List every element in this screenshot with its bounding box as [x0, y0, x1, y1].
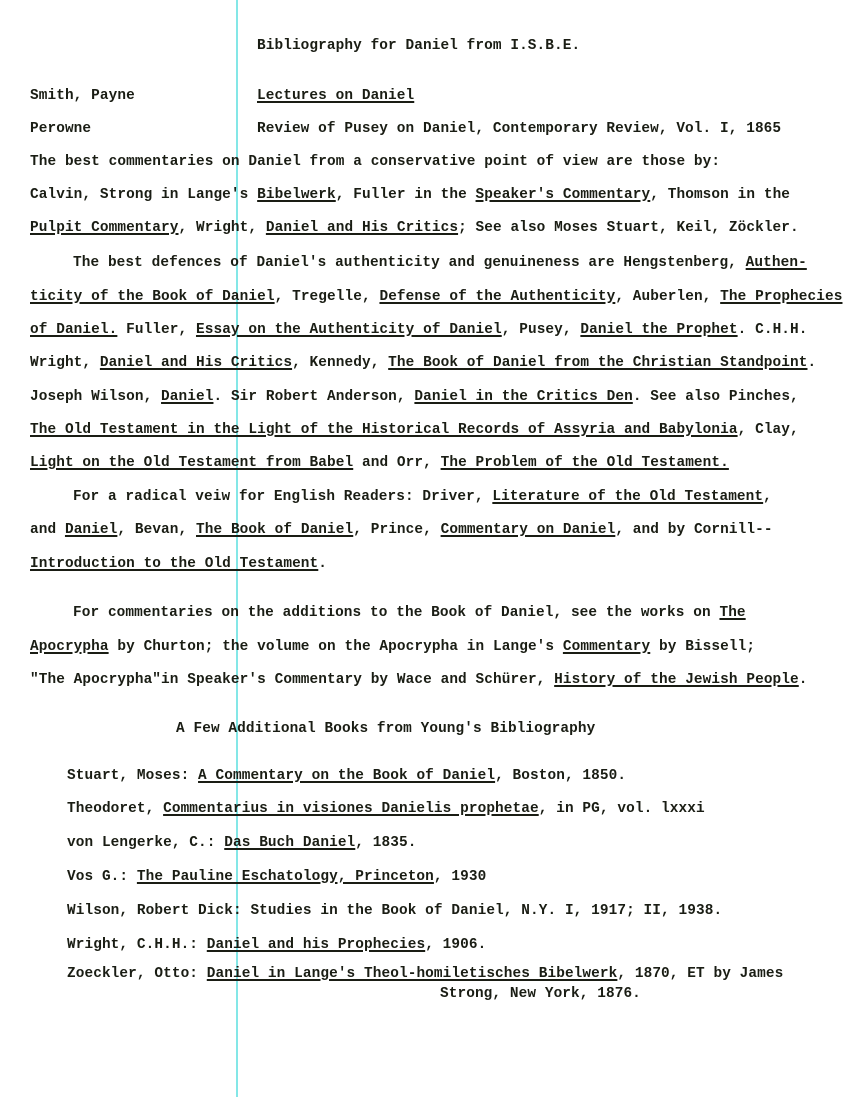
text-run: , Clay, [737, 422, 799, 438]
paragraph-line [30, 321, 808, 339]
book-title: Commentary on Daniel [440, 522, 616, 538]
text-run: and [30, 522, 65, 538]
book-title: Authen- [745, 255, 807, 271]
text-run: "The Apocrypha"in Speaker's Commentary by Wace and Schürer, [30, 672, 555, 688]
book-title: Bibelwerk [257, 187, 336, 203]
book-title: Daniel and His Critics [265, 220, 459, 236]
text-run: . [798, 672, 808, 688]
entry-author: Smith, Payne [30, 88, 135, 104]
paragraph-line [30, 186, 790, 204]
text-run: Wright, C.H.H.: [67, 937, 207, 953]
book-title: Defense of the Authenticity [379, 289, 616, 305]
text-run: , in PG, vol. lxxxi [538, 801, 705, 817]
text-run: Stuart, Moses: [67, 768, 199, 784]
book-title: The Pauline Eschatology, Princeton [136, 869, 434, 885]
book-title: History of the Jewish People [554, 672, 799, 688]
paragraph-line [73, 254, 807, 272]
text-run: For a radical veiw for English Readers: Driver, [73, 489, 493, 505]
text-run: , 1930 [433, 869, 487, 885]
paragraph-line [30, 219, 799, 237]
book-title: The Old Testament in the Light of the Historical Records of Assyria and Babylonia [30, 422, 738, 438]
book-title: ticity of the Book of Daniel [30, 289, 275, 305]
text-run: Fuller, [117, 322, 196, 338]
text-run: , Boston, 1850. [495, 768, 627, 784]
text-run: , 1835. [355, 835, 417, 851]
text-run: Theodoret, [67, 801, 164, 817]
book-title: The Prophecies [720, 289, 843, 305]
bibliography-entry: Wilson, Robert Dick: Studies in the Book of Daniel, N.Y. I, 1917; II, 1938. [67, 903, 723, 919]
text-run: . Sir Robert Anderson, [213, 389, 415, 405]
bibliography-entry [67, 936, 486, 954]
text-run: Wright, [30, 355, 100, 371]
text-run: . C.H.H. [737, 322, 808, 338]
book-title: Daniel the Prophet [580, 322, 738, 338]
text-run: , Kennedy, [292, 355, 389, 371]
paragraph-line [30, 521, 773, 539]
paragraph-line [30, 354, 816, 372]
text-run: , Wright, [178, 220, 266, 236]
book-title: Commentarius in visiones Danielis prophetae [163, 801, 539, 817]
paragraph-line [30, 388, 799, 406]
paragraph-line [73, 604, 746, 622]
text-run: , Tregelle, [274, 289, 380, 305]
text-run: The best defences of Daniel's authenticity and genuineness are Hengstenberg, [73, 255, 746, 271]
bibliography-entry-continuation: Strong, New York, 1876. [440, 986, 641, 1002]
text-run: , Fuller in the [335, 187, 476, 203]
book-title: Daniel in Lange's Theol-homiletisches Bibelwerk [206, 966, 618, 982]
paragraph-line [30, 421, 799, 439]
book-title: Essay on the Authenticity of Daniel [195, 322, 502, 338]
text-run: von Lengerke, C.: [67, 835, 225, 851]
book-title: Daniel in the Critics Den [414, 389, 633, 405]
text-run: Calvin, Strong in Lange's [30, 187, 258, 203]
text-run: , Bevan, [117, 522, 196, 538]
entry-author: Perowne [30, 121, 92, 137]
text-run: and Orr, [353, 455, 441, 471]
text-run: , Thomson in the [650, 187, 791, 203]
paragraph-line [30, 638, 755, 656]
book-title: A Commentary on the Book of Daniel [198, 768, 496, 784]
book-title: Daniel and His Critics [99, 355, 293, 371]
paragraph-line [73, 488, 772, 506]
text-run: ; See also Moses Stuart, Keil, Zöckler. [458, 220, 799, 236]
text-run: For commentaries on the additions to the Book of Daniel, see the works on [73, 605, 720, 621]
bibliography-entry [67, 834, 416, 852]
book-title: Daniel and his Prophecies [206, 937, 426, 953]
paragraph-line [30, 288, 842, 306]
section-heading: A Few Additional Books from Young's Bibliography [176, 721, 596, 737]
text-run: Vos G.: [67, 869, 137, 885]
entry-title: Review of Pusey on Daniel, Contemporary Review, Vol. I, 1865 [257, 121, 782, 137]
book-title: Apocrypha [30, 639, 109, 655]
bibliography-entry [67, 767, 626, 785]
text-run: by Bissell; [650, 639, 756, 655]
text-run: , and by Cornill-- [615, 522, 773, 538]
text-run: , 1870, ET by James [617, 966, 784, 982]
book-title: The Book of Daniel from the Christian Standpoint [388, 355, 808, 371]
book-title: Introduction to the Old Testament [30, 556, 319, 572]
paragraph-line [30, 671, 808, 689]
book-title: of Daniel. [30, 322, 118, 338]
text-run: . [807, 355, 817, 371]
text-run: , [763, 489, 772, 505]
paragraph-line [30, 454, 729, 472]
entry-title: Lectures on Daniel [257, 88, 415, 104]
text-run: Zoeckler, Otto: [67, 966, 207, 982]
document-title: Bibliography for Daniel from I.S.B.E. [257, 38, 581, 54]
book-title: Das Buch Daniel [224, 835, 356, 851]
text-run: Joseph Wilson, [30, 389, 162, 405]
text-run: , Auberlen, [615, 289, 721, 305]
book-title: Commentary [562, 639, 651, 655]
bibliography-entry [67, 868, 486, 886]
paragraph-line [30, 555, 327, 573]
book-title: The Problem of the Old Testament. [440, 455, 729, 471]
text-run: . [318, 556, 328, 572]
text-run: . See also Pinches, [632, 389, 799, 405]
book-title: Daniel [64, 522, 118, 538]
bibliography-entry [67, 965, 783, 983]
book-title: The [719, 605, 746, 621]
text-run: by Churton; the volume on the Apocrypha in Lange's [108, 639, 563, 655]
bibliography-entry [67, 800, 705, 818]
text-run: , 1906. [425, 937, 487, 953]
book-title: Literature of the Old Testament [492, 489, 764, 505]
text-run: , Prince, [353, 522, 441, 538]
text-run: , Pusey, [501, 322, 581, 338]
book-title: Speaker's Commentary [475, 187, 651, 203]
book-title: The Book of Daniel [196, 522, 354, 538]
book-title: Daniel [161, 389, 214, 405]
book-title: Pulpit Commentary [30, 220, 179, 236]
book-title: Light on the Old Testament from Babel [30, 455, 354, 471]
paragraph-line: The best commentaries on Daniel from a conservative point of view are those by: [30, 154, 721, 170]
